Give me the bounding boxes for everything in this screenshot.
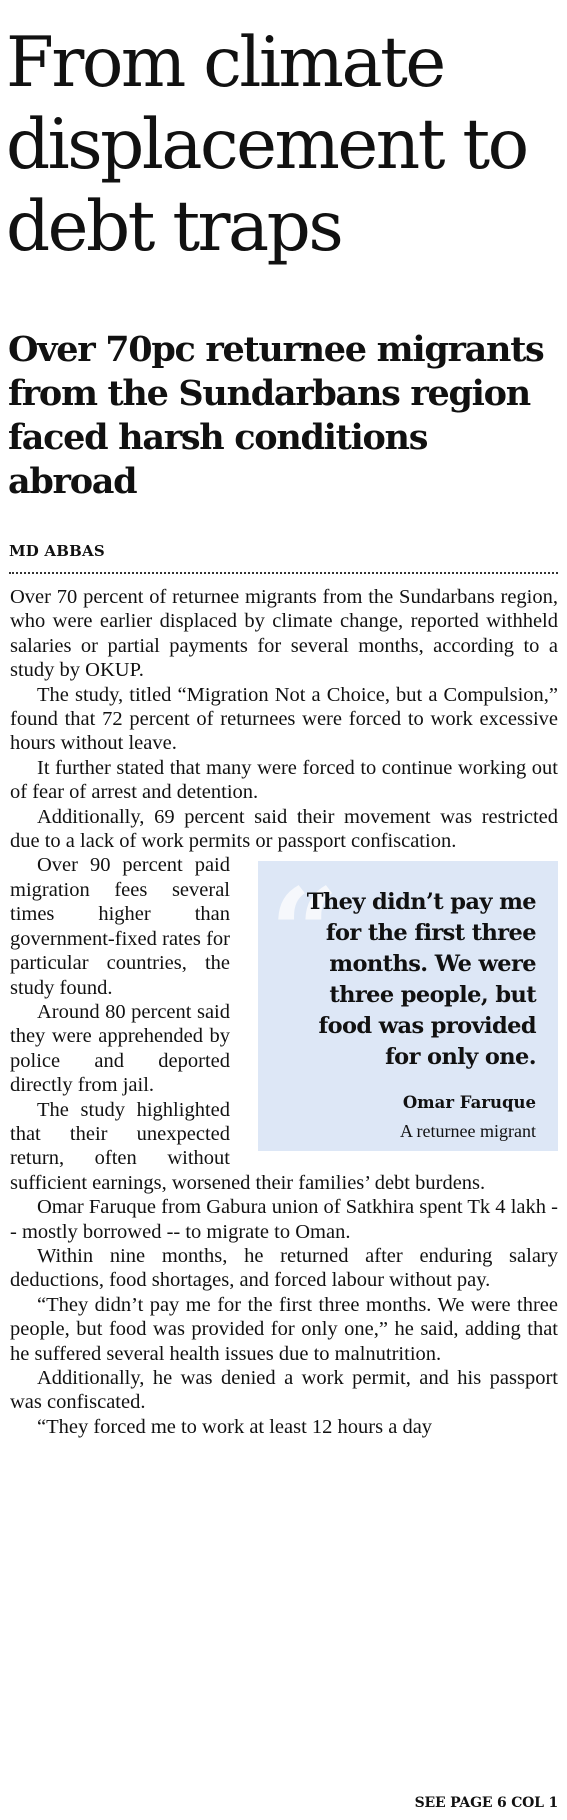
quote-mark-icon: “ <box>270 862 340 1004</box>
article-body <box>10 585 558 1439</box>
paragraph-text: Over 90 percent paid migration fees several times higher than government-fixed rates for particular countries, the study found. <box>10 854 230 999</box>
paragraph: “They forced me to work at least 12 hours a day <box>37 1415 433 1438</box>
subheadline: Over 70pc returnee migrants from the Sundarbans region faced harsh conditions abroad <box>8 329 544 502</box>
paragraph: Over 70 percent of returnee migrants from the Sundarbans region, who were earlier displaced by climate change, reported withheld salaries or partial payments for several months, according to a study by OKUP. <box>10 586 558 682</box>
paragraph: Additionally, he was denied a work permit, and his passport was confiscated. <box>10 1367 558 1414</box>
dotted-divider <box>9 572 558 574</box>
headline: From climate displacement to debt traps <box>6 23 527 267</box>
pull-quote-attribution-name: Omar Faruque <box>402 1093 536 1113</box>
pull-quote-box <box>258 861 558 1151</box>
pull-quote-attribution-role: A returnee migrant <box>400 1120 536 1141</box>
paragraph: Omar Faruque from Gabura union of Satkhira spent Tk 4 lakh -- mostly borrowed -- to migrate to Oman. <box>10 1196 558 1243</box>
paragraph: The study, titled “Migration Not a Choice, but a Compulsion,” found that 72 percent of returnees were forced to work excessive hours without leave. <box>10 683 558 755</box>
paragraph: The study highlighted that their unexpected return, often without sufficient earnings, worsened their families’ debt burdens. <box>10 1098 486 1194</box>
paragraph: Additionally, 69 percent said their movement was restricted due to a lack of work permits or passport confiscation. <box>10 805 558 853</box>
pull-quote-text: They didn’t pay me for the first three months. We were three people, but food was provided for only one. <box>306 889 536 1071</box>
paragraph: Around 80 percent said they were apprehended by police and deported directly from jail. <box>10 1000 230 1097</box>
paragraph: It further stated that many were forced to continue working out of fear of arrest and detention. <box>10 756 558 804</box>
paragraph: Within nine months, he returned after enduring salary deductions, food shortages, and forced labour without pay. <box>10 1244 558 1292</box>
byline: MD ABBAS <box>9 542 105 560</box>
jump-line-see-page[interactable]: SEE PAGE 6 COL 1 <box>414 1795 558 1811</box>
paragraph: “They didn’t pay me for the first three months. We were three people, but food was provided for only one,” he said, adding that he suffered several health issues due to malnutrition. <box>10 1293 558 1365</box>
